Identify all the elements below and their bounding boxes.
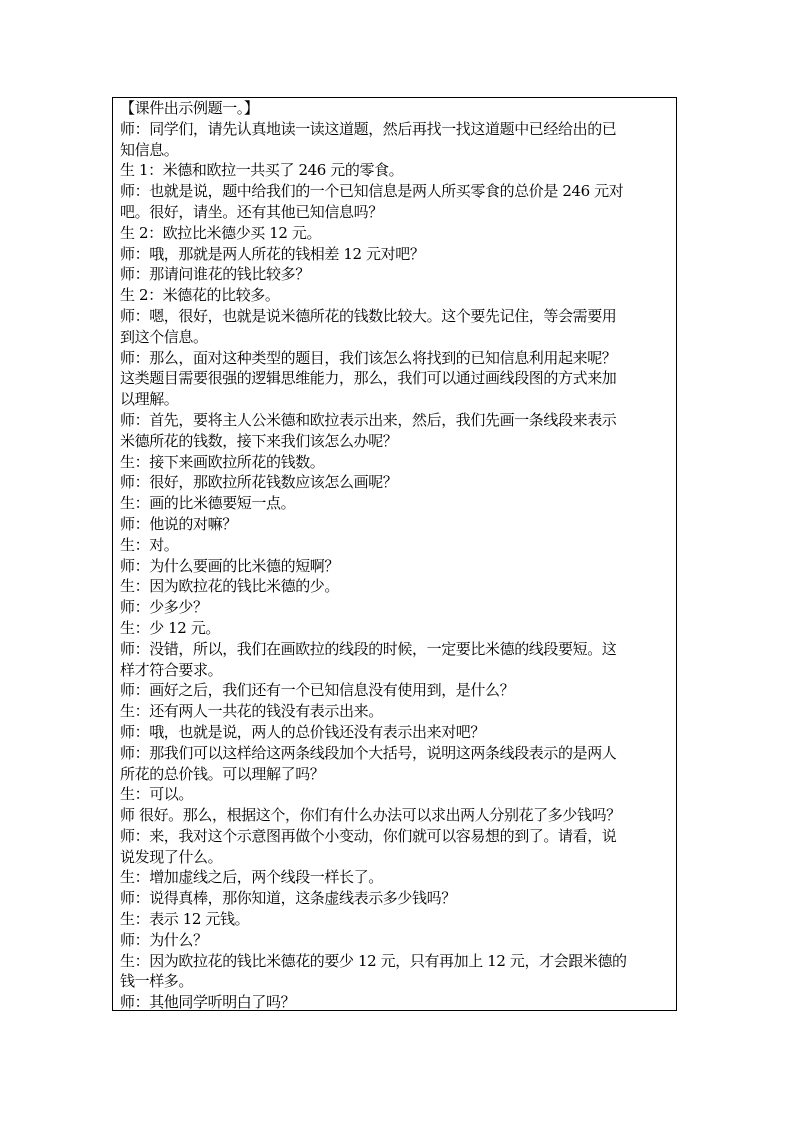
text-line: 生 1：米德和欧拉一共买了 246 元的零食。 — [120, 161, 404, 180]
text-line: 师：没错，所以，我们在画欧拉的线段的时候，一定要比米德的线段要短。这 — [120, 639, 617, 658]
text-line: 师：来，我对这个示意图再做个小变动，你们就可以容易想的到了。请看，说 — [120, 826, 617, 845]
text-line: 生：接下来画欧拉所花的钱数。 — [120, 452, 325, 471]
text-line: 师：其他同学听明白了吗？ — [120, 993, 296, 1012]
text-line: 【课件出示例题一。】 — [120, 99, 259, 117]
text-line: 师：那么，面对这种类型的题目，我们该怎么将找到的已知信息利用起来呢？ — [120, 348, 617, 367]
text-line: 师 很好。那么，根据这个，你们有什么办法可以求出两人分别花了多少钱吗？ — [120, 806, 621, 825]
text-line: 师：说得真棒，那你知道，这条虚线表示多少钱吗？ — [120, 889, 456, 908]
text-line: 师：同学们，请先认真地读一读这道题，然后再找一找这道题中已经给出的已 — [120, 119, 617, 138]
text-line: 师：嗯，很好，也就是说米德所花的钱数比较大。这个要先记住，等会需要用 — [120, 306, 617, 325]
text-line: 师：为什么？ — [120, 930, 208, 949]
text-line: 米德所花的钱数，接下来我们该怎么办呢？ — [120, 431, 398, 450]
text-line: 样才符合要求。 — [120, 660, 223, 679]
text-line: 师：很好，那欧拉所花钱数应该怎么画呢？ — [120, 473, 398, 492]
text-line: 生：增加虚线之后，两个线段一样长了。 — [120, 868, 383, 887]
text-line: 钱一样多。 — [120, 972, 194, 991]
text-line: 生：因为欧拉花的钱比米德花的要少 12 元，只有再加上 12 元，才会跟米德的 — [120, 951, 627, 970]
text-line: 生：表示 12 元钱。 — [120, 910, 250, 929]
text-line: 生：对。 — [120, 535, 179, 554]
text-line: 师：那我们可以这样给这两条线段加个大括号，说明这两条线段表示的是两人 — [120, 743, 617, 762]
text-line: 生：还有两人一共花的钱没有表示出来。 — [120, 702, 383, 721]
text-line: 师：他说的对嘛？ — [120, 514, 237, 533]
text-line: 所花的总价钱。可以理解了吗？ — [120, 764, 325, 783]
text-line: 这类题目需要很强的逻辑思维能力，那么，我们可以通过画线段图的方式来加 — [120, 369, 617, 388]
text-line: 吧。很好，请坐。还有其他已知信息吗？ — [120, 202, 383, 221]
text-line: 师：画好之后，我们还有一个已知信息没有使用到，是什么？ — [120, 681, 515, 700]
text-line: 以理解。 — [120, 390, 179, 409]
text-line: 说发现了什么。 — [120, 847, 223, 866]
text-line: 生：因为欧拉花的钱比米德的少。 — [120, 577, 340, 596]
text-line: 生：少 12 元。 — [120, 618, 221, 637]
text-line: 生：可以。 — [120, 785, 194, 804]
text-line: 师：哦，也就是说，两人的总价钱还没有表示出来对吧？ — [120, 722, 486, 741]
text-line: 师：为什么要画的比米德的短啊？ — [120, 556, 340, 575]
text-line: 到这个信息。 — [120, 327, 208, 346]
text-line: 师：也就是说，题中给我们的一个已知信息是两人所买零食的总价是 246 元对 — [120, 182, 624, 201]
text-line: 生 2：米德花的比较多。 — [120, 286, 280, 305]
table-cell-frame — [112, 97, 677, 1011]
text-line: 师：那请问谁花的钱比较多？ — [120, 265, 310, 284]
text-line: 知信息。 — [120, 140, 179, 159]
text-line: 师：少多少？ — [120, 598, 208, 617]
text-line: 生：画的比米德要短一点。 — [120, 494, 296, 513]
lesson-transcript — [120, 98, 671, 1013]
text-line: 师：哦，那就是两人所花的钱相差 12 元对吧？ — [120, 244, 425, 263]
text-line: 生 2：欧拉比米德少买 12 元。 — [120, 223, 322, 242]
text-line: 师：首先，要将主人公米德和欧拉表示出来，然后，我们先画一条线段来表示 — [120, 410, 617, 429]
